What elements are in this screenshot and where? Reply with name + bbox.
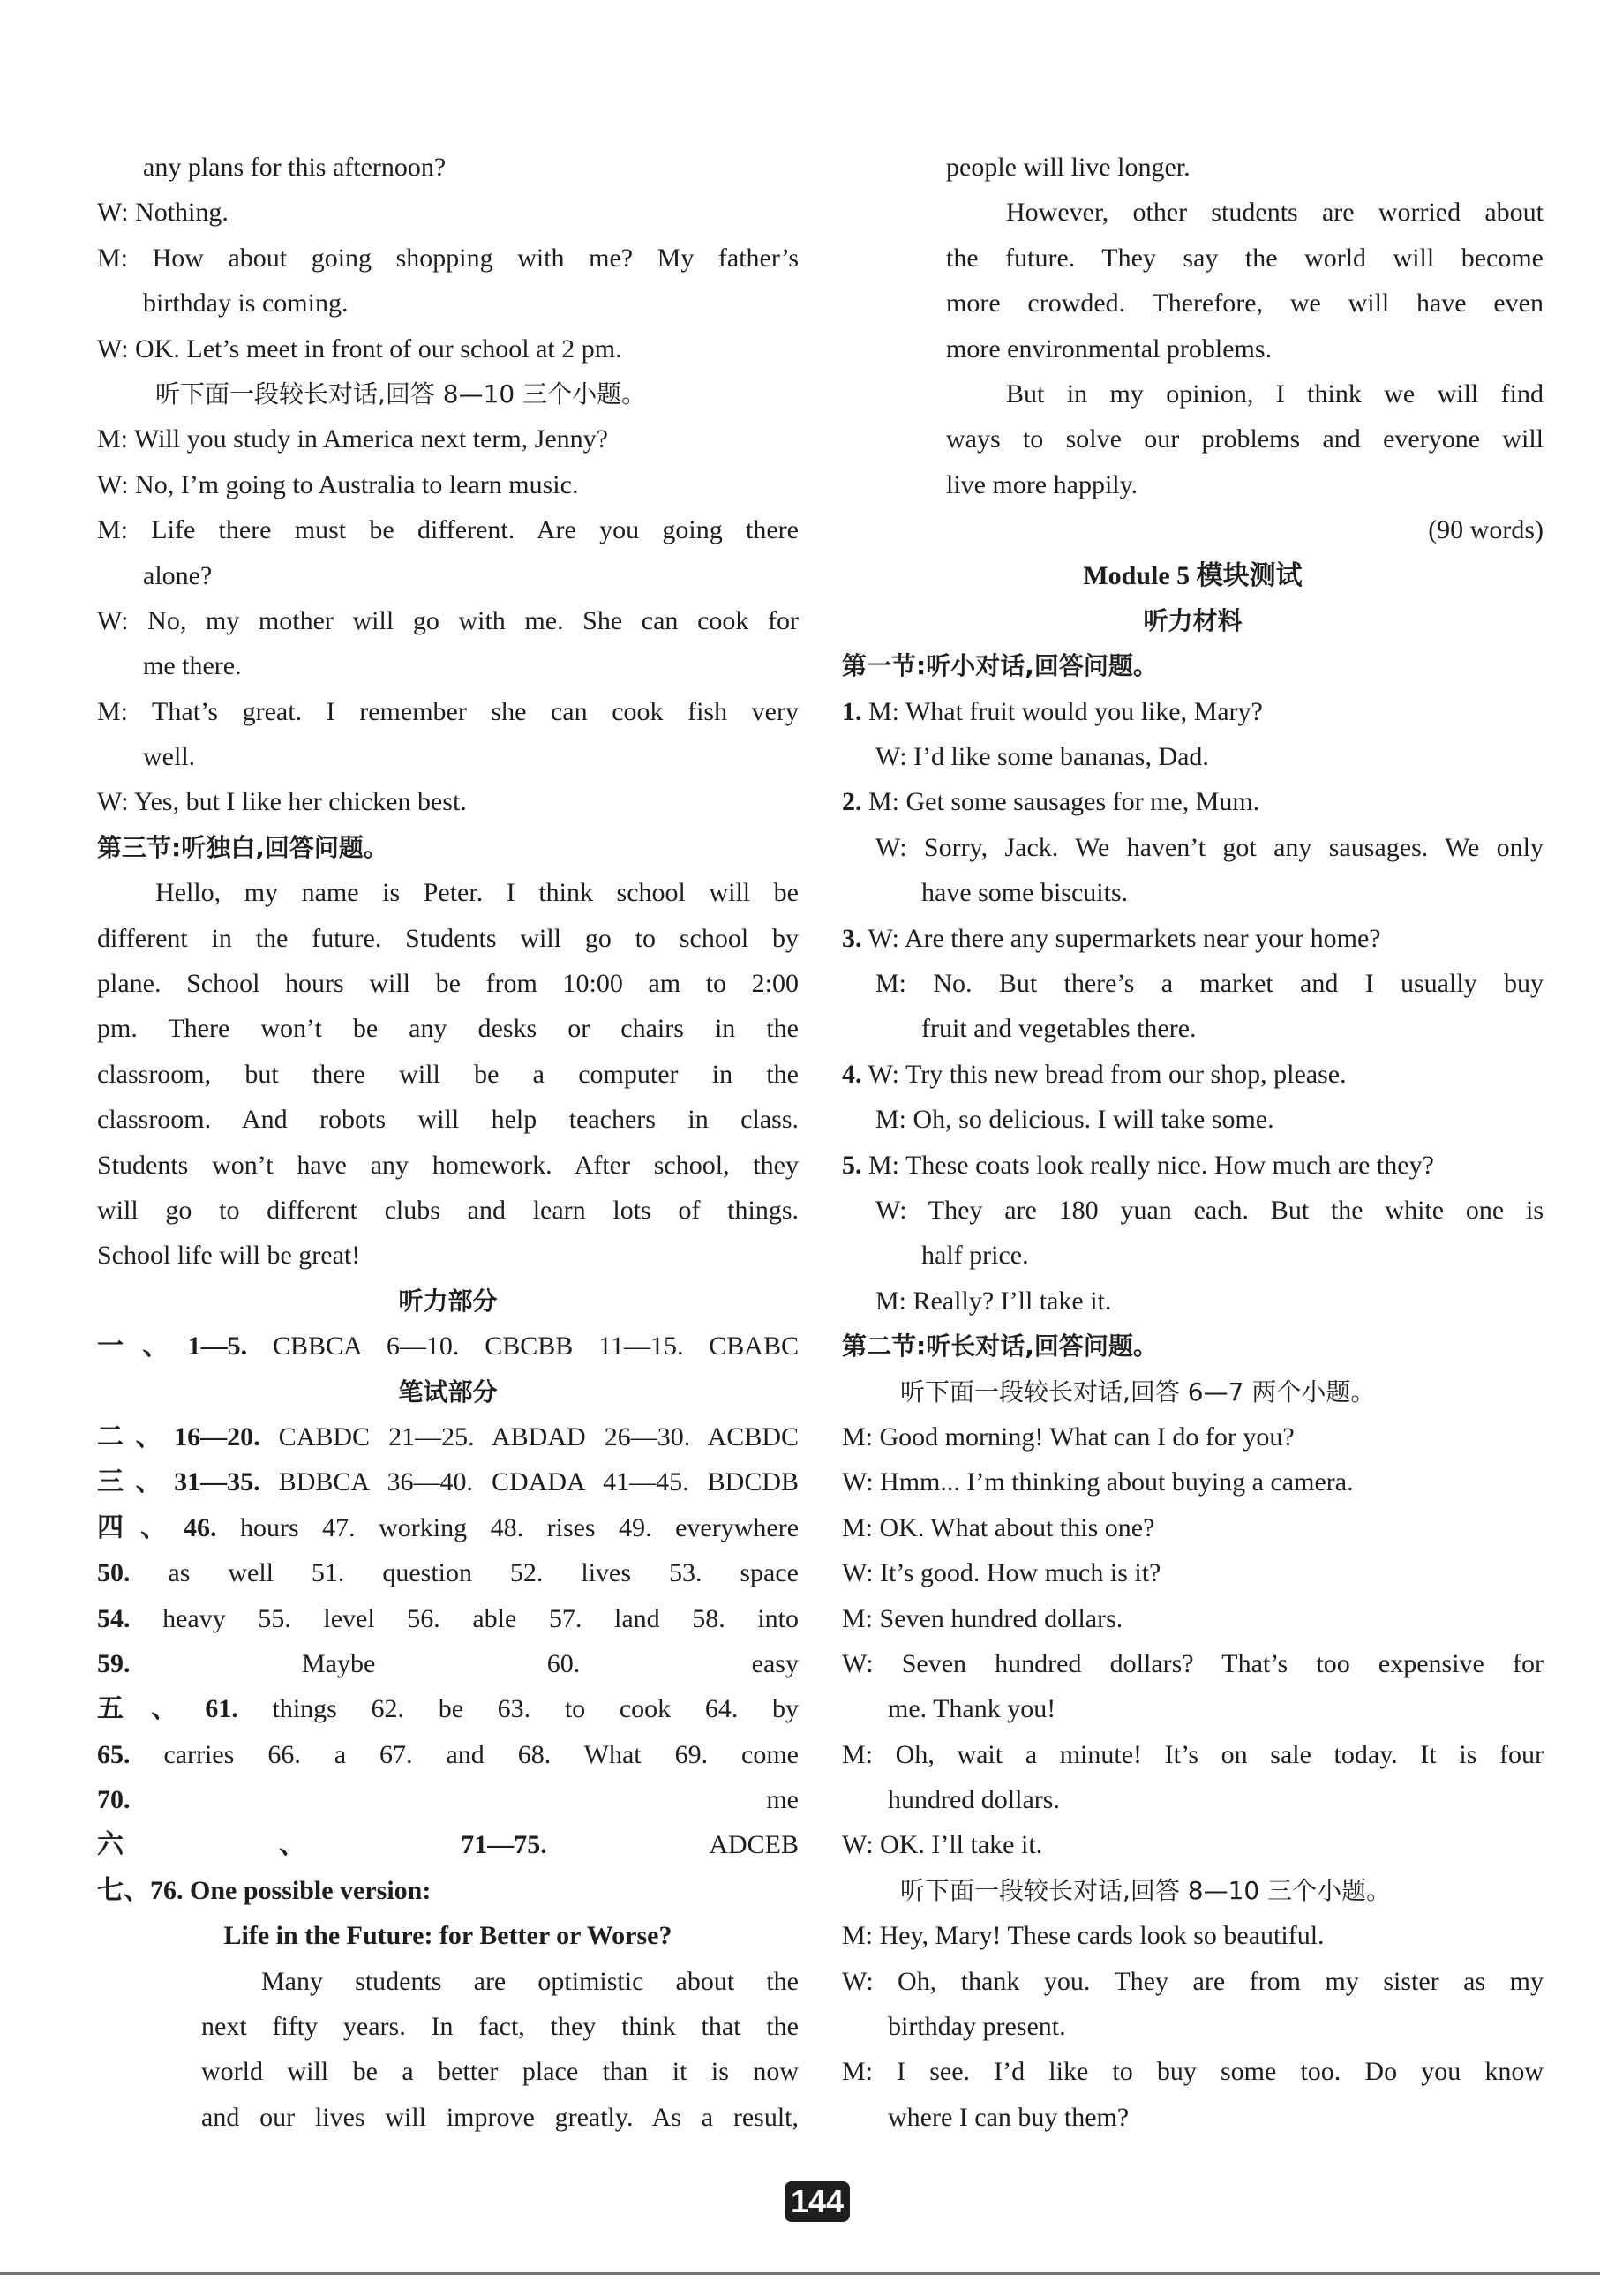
text-line: fruit and vegetables there. — [921, 1014, 1197, 1044]
text-line: School life will be great! — [97, 1241, 361, 1271]
text-line: M: Good morning! What can I do for you? — [842, 1422, 1295, 1452]
item-number: 54. — [97, 1603, 131, 1633]
item-number: 5. — [842, 1150, 862, 1180]
text-line: M: Oh, wait a minute! It’s on sale today. It is four — [842, 1739, 1544, 1769]
text-line: where I can buy them? — [888, 2102, 1130, 2132]
text-line: M: How about going shopping with me? My father’s — [97, 243, 799, 273]
text-line: birthday present. — [888, 2012, 1066, 2042]
text-line: However, other students are worried about — [1006, 198, 1544, 228]
item-number: 七、76. — [97, 1875, 184, 1905]
text-line: M: No. But there’s a market and I usually buy — [875, 969, 1544, 999]
text-line: classroom. And robots will help teachers in class. — [97, 1105, 799, 1135]
text-line: 50. as well 51. question 52. lives 53. space — [97, 1558, 799, 1588]
text-line: people will live longer. — [946, 153, 1191, 182]
item-number: 四、46. — [97, 1512, 217, 1542]
item-number: 三、31—35. — [97, 1467, 260, 1497]
page-number: 144 — [785, 2181, 850, 2222]
item-number: 50. — [97, 1558, 131, 1588]
text-line: 四、46. hours 47. working 48. rises 49. everywhere — [97, 1512, 799, 1542]
text-line: Module 5 模块测试 — [1083, 560, 1303, 590]
text-line: 听下面一段较长对话,回答 8—10 三个小题。 — [900, 1875, 1392, 1905]
text-line: 五、61. things 62. be 63. to cook 64. by — [97, 1694, 799, 1724]
text-line: M: Will you study in America next term, Jenny? — [97, 424, 608, 454]
text-line: W: Hmm... I’m thinking about buying a camera. — [842, 1467, 1354, 1497]
text-line: 第三节:听独白,回答问题。 — [97, 832, 388, 862]
text-line: half price. — [921, 1241, 1029, 1271]
bottom-rule — [0, 2272, 1600, 2275]
text-line: more environmental problems. — [946, 334, 1273, 364]
text-line: M: OK. What about this one? — [842, 1512, 1155, 1542]
item-number: 一、1—5. — [97, 1332, 248, 1362]
text-line: me. Thank you! — [888, 1694, 1056, 1724]
text-line: W: OK. I’ll take it. — [842, 1830, 1043, 1860]
text-line: W: I’d like some bananas, Dad. — [875, 742, 1209, 772]
text-line: alone? — [143, 560, 213, 590]
text-line: 七、76. One possible version: — [97, 1875, 432, 1905]
text-line: live more happily. — [946, 469, 1138, 499]
item-number: 3. — [842, 923, 862, 953]
text-line: 听下面一段较长对话,回答 6—7 两个小题。 — [900, 1377, 1376, 1407]
text-line: 六、71—75. ADCEB — [97, 1830, 799, 1860]
text-line: the future. They say the world will become — [946, 243, 1544, 273]
text-line: 65. carries 66. a 67. and 68. What 69. come — [97, 1739, 799, 1769]
text-line: M: That’s great. I remember she can cook fish very — [97, 696, 799, 726]
text-line: more crowded. Therefore, we will have even — [946, 289, 1544, 319]
text-line: will go to different clubs and learn lots of things. — [97, 1195, 799, 1225]
item-number: 4. — [842, 1059, 862, 1089]
text-line: 2. M: Get some sausages for me, Mum. — [842, 787, 1260, 817]
text-line: W: Yes, but I like her chicken best. — [97, 787, 467, 817]
item-number: 五、61. — [97, 1694, 238, 1724]
text-line: hundred dollars. — [888, 1785, 1060, 1815]
text-line: 59. Maybe 60. easy — [97, 1648, 799, 1678]
text-line: 3. W: Are there any supermarkets near your home? — [842, 923, 1381, 953]
text-line: well. — [143, 742, 196, 772]
text-line: 第二节:听长对话,回答问题。 — [842, 1332, 1158, 1362]
text-line: pm. There won’t be any desks or chairs in the — [97, 1014, 799, 1044]
text-line: W: Sorry, Jack. We haven’t got any sausages. We only — [875, 832, 1544, 862]
text-line: M: Life there must be different. Are you going there — [97, 515, 799, 545]
text-line: different in the future. Students will go to school by — [97, 923, 799, 953]
text-line: M: Really? I’ll take it. — [875, 1286, 1112, 1316]
item-number: 65. — [97, 1739, 131, 1769]
right-column — [842, 145, 1544, 2140]
text-line: Hello, my name is Peter. I think school will be — [155, 878, 799, 908]
text-line: 1. M: What fruit would you like, Mary? — [842, 696, 1263, 726]
text-line: But in my opinion, I think we will find — [1006, 379, 1544, 409]
item-number: 1. — [842, 696, 862, 726]
text-line: M: I see. I’d like to buy some too. Do you know — [842, 2057, 1544, 2087]
text-line: 听力部分 — [398, 1286, 498, 1316]
text-line: 5. M: These coats look really nice. How much are they? — [842, 1150, 1434, 1180]
text-line: (90 words) — [1428, 515, 1544, 545]
text-line: 一、1—5. CBBCA 6—10. CBCBB 11—15. CBABC — [97, 1332, 799, 1362]
text-line: W: Oh, thank you. They are from my sister as my — [842, 1966, 1544, 1996]
text-line: W: Nothing. — [97, 198, 229, 228]
text-line: me there. — [143, 651, 242, 681]
left-column — [97, 145, 799, 2140]
text-line: 三、31—35. BDBCA 36—40. CDADA 41—45. BDCDB — [97, 1467, 799, 1497]
text-line: W: OK. Let’s meet in front of our school at 2 pm. — [97, 334, 622, 364]
text-line: 二、16—20. CABDC 21—25. ABDAD 26—30. ACBDC — [97, 1422, 799, 1452]
text-line: have some biscuits. — [921, 878, 1129, 908]
text-line: 听力材料 — [1143, 605, 1243, 635]
text-line: W: It’s good. How much is it? — [842, 1558, 1161, 1588]
item-number: 2. — [842, 787, 862, 817]
text-line: next fifty years. In fact, they think that the — [201, 2012, 799, 2042]
text-line: M: Oh, so delicious. I will take some. — [875, 1105, 1274, 1135]
text-line: Many students are optimistic about the — [261, 1966, 799, 1996]
text-line: W: No, my mother will go with me. She can cook for — [97, 605, 799, 635]
text-line: world will be a better place than it is now — [201, 2057, 799, 2087]
item-number: 六、71—75. — [97, 1830, 547, 1860]
text-line: M: Seven hundred dollars. — [842, 1603, 1123, 1633]
text-line: 第一节:听小对话,回答问题。 — [842, 651, 1158, 681]
text-line: 听下面一段较长对话,回答 8—10 三个小题。 — [155, 379, 647, 409]
text-line: M: Hey, Mary! These cards look so beautiful. — [842, 1921, 1325, 1951]
text-line: W: No, I’m going to Australia to learn music. — [97, 469, 579, 499]
text-line: classroom, but there will be a computer in the — [97, 1059, 799, 1089]
text-line: 笔试部分 — [398, 1377, 498, 1407]
text-line: 54. heavy 55. level 56. able 57. land 58. into — [97, 1603, 799, 1633]
item-number: 二、16—20. — [97, 1422, 260, 1452]
text-line: plane. School hours will be from 10:00 am to 2:00 — [97, 969, 799, 999]
text-line: 70. me — [97, 1785, 799, 1815]
text-line: Life in the Future: for Better or Worse? — [223, 1921, 672, 1951]
text-line: birthday is coming. — [143, 289, 349, 319]
text-line: Students won’t have any homework. After school, they — [97, 1150, 799, 1180]
text-line: any plans for this afternoon? — [143, 153, 447, 182]
text-line: 4. W: Try this new bread from our shop, please. — [842, 1059, 1347, 1089]
item-number: 70. — [97, 1785, 131, 1815]
text-line: W: Seven hundred dollars? That’s too expensive for — [842, 1648, 1544, 1678]
text-line: ways to solve our problems and everyone will — [946, 424, 1544, 454]
text-line: W: They are 180 yuan each. But the white one is — [875, 1195, 1544, 1225]
text-line: and our lives will improve greatly. As a result, — [201, 2102, 799, 2132]
item-number: 59. — [97, 1648, 131, 1678]
